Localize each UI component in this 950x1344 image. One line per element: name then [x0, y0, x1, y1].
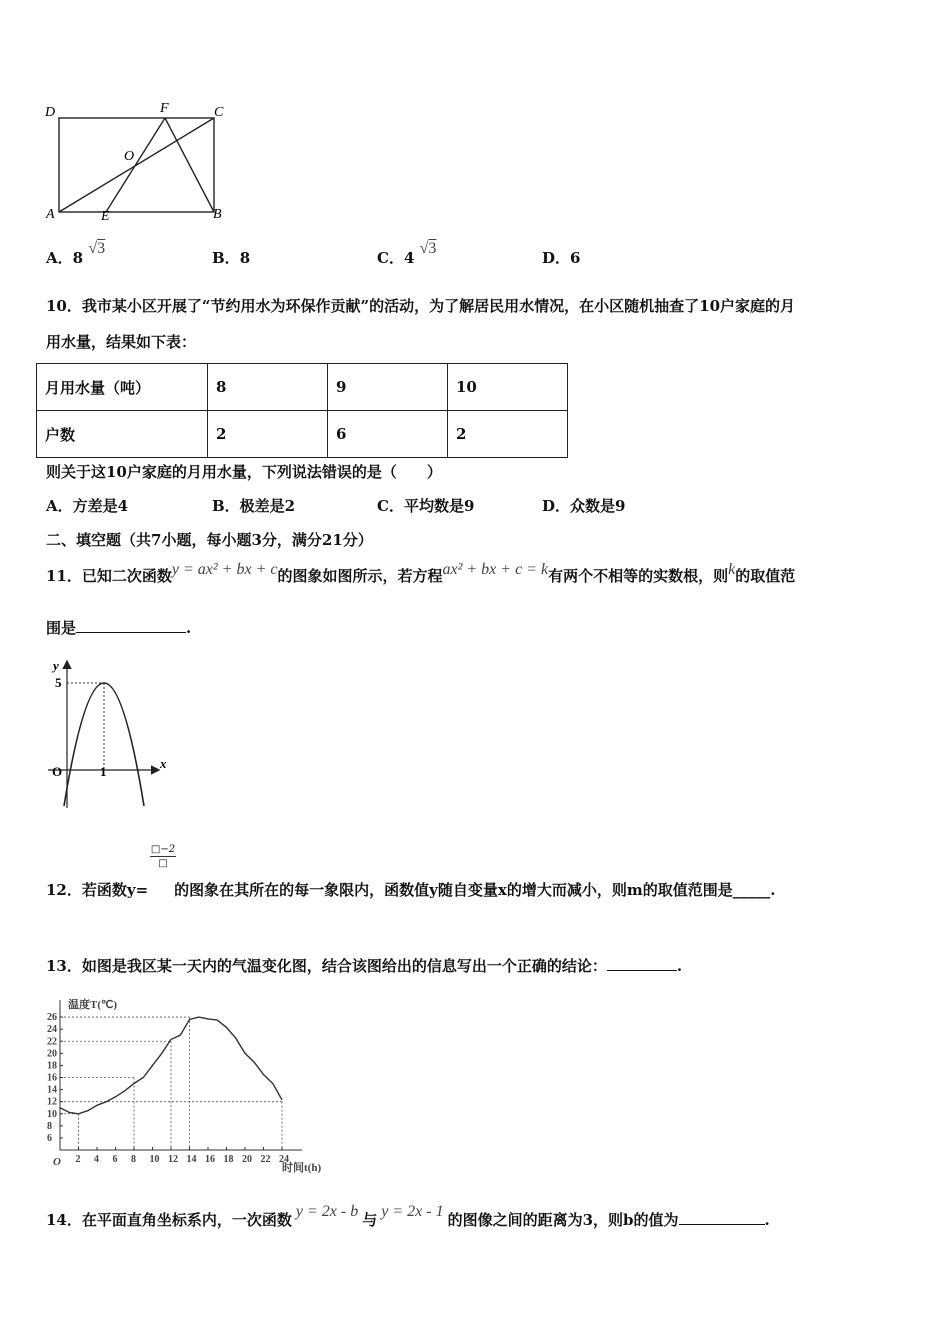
x-tick-label: 18 [223, 1154, 234, 1165]
origin-label: O [52, 764, 63, 779]
chart-xlabel: 时间t(h) [282, 1162, 322, 1174]
label-a: A [46, 207, 55, 222]
y-tick-label: 18 [47, 1060, 57, 1072]
section-title: 二、填空题（共7小题，每小题3分，满分21分） [46, 531, 373, 549]
table-cell: 2 [208, 411, 328, 458]
y-tick-label: 24 [47, 1024, 57, 1036]
q13-stem: 13．如图是我区某一天内的气温变化图，结合该图给出的信息写出一个正确的结论： . [46, 957, 683, 975]
x-tick-label: 20 [242, 1154, 252, 1165]
x-tick-label: 8 [131, 1154, 136, 1165]
parabola-graph [40, 656, 180, 816]
y-tick-label: 6 [47, 1132, 52, 1144]
q12-fraction: □−2 □ [150, 844, 176, 869]
q10-option-d[interactable]: D．众数是9 [542, 497, 626, 515]
y-tick-label: 22 [47, 1036, 57, 1048]
q9-option-d[interactable]: D．6 [542, 249, 581, 267]
label-d: D [45, 105, 56, 120]
x-tick-label: 10 [149, 1154, 160, 1165]
temperature-chart [40, 990, 340, 1180]
chart-origin: O [53, 1156, 61, 1168]
label-c: C [214, 105, 224, 120]
q10-option-c[interactable]: C．平均数是9 [377, 497, 475, 515]
answer-blank[interactable] [607, 956, 677, 971]
q9-option-a[interactable]: A．8 √3 [46, 240, 106, 267]
chart-ylabel: 温度T(℃) [68, 999, 118, 1011]
x-tick-label: 4 [94, 1154, 99, 1165]
table-cell: 6 [328, 411, 448, 458]
rectangle-figure [40, 96, 240, 226]
table-cell: 8 [208, 364, 328, 411]
x-tick-label: 16 [205, 1154, 215, 1165]
y-tick-label: 26 [47, 1012, 57, 1024]
table-row [37, 411, 568, 458]
q11-line2: 围是 . [46, 619, 192, 637]
answer-blank[interactable] [76, 618, 186, 633]
tick-five: 5 [55, 675, 62, 690]
q11-stem: 11．已知二次函数y = ax² + bx + c的图象如图所示，若方程ax² + bx + c = k有两个不相等的实数根，则k的取值范 [46, 561, 796, 585]
q10-question: 则关于这10户家庭的月用水量，下列说法错误的是（ ） [46, 463, 442, 481]
y-tick-label: 14 [47, 1084, 57, 1096]
table-cell: 2 [448, 411, 568, 458]
axis-x-label: x [160, 756, 167, 771]
label-o: O [124, 149, 135, 164]
x-tick-label: 2 [75, 1154, 81, 1165]
x-tick-label: 22 [260, 1154, 271, 1165]
table-cell: 10 [448, 364, 568, 411]
axis-y-label: y [53, 658, 59, 673]
table-cell: 户数 [37, 411, 208, 458]
q9-option-b[interactable]: B．8 [212, 249, 251, 267]
q10-stem-line2: 用水量，结果如下表： [46, 333, 197, 351]
q14-stem: 14．在平面直角坐标系内，一次函数 y = 2x - b 与 y = 2x - 1 的图像之间的距离为3，则b的值为 . [46, 1203, 770, 1229]
q10-option-a[interactable]: A．方差是4 [46, 497, 129, 515]
x-tick-label: 14 [186, 1154, 197, 1165]
y-tick-label: 16 [47, 1072, 57, 1084]
table-cell: 月用水量（吨） [37, 364, 208, 411]
q9-option-c[interactable]: C．4 √3 [377, 240, 437, 267]
x-tick-label: 24 [279, 1154, 289, 1165]
y-tick-label: 10 [47, 1108, 57, 1120]
x-tick-label: 12 [168, 1154, 178, 1165]
x-tick-label: 6 [112, 1154, 118, 1165]
table-cell: 9 [328, 364, 448, 411]
q10-option-b[interactable]: B．极差是2 [212, 497, 296, 515]
water-usage-table [36, 363, 568, 458]
sqrt-icon: √3 [88, 240, 106, 257]
q12-stem: 12．若函数y= 的图象在其所在的每一象限内，函数值y随自变量x的增大而减小，则m的取值范围是_____. [46, 881, 776, 899]
label-b: B [213, 207, 222, 222]
table-row [37, 364, 568, 411]
sqrt-icon: √3 [419, 240, 437, 257]
label-e: E [101, 209, 110, 224]
answer-blank[interactable]: _____ [732, 881, 771, 899]
tick-one: 1 [100, 764, 107, 779]
q10-stem-line1: 10．我市某小区开展了“节约用水为环保作贡献”的活动，为了解居民用水情况，在小区随机抽查了10户家庭的月 [46, 297, 796, 315]
answer-blank[interactable] [679, 1210, 765, 1225]
y-tick-label: 12 [47, 1096, 57, 1108]
label-f: F [160, 101, 169, 116]
y-tick-label: 20 [47, 1048, 57, 1060]
y-tick-label: 8 [47, 1120, 52, 1132]
